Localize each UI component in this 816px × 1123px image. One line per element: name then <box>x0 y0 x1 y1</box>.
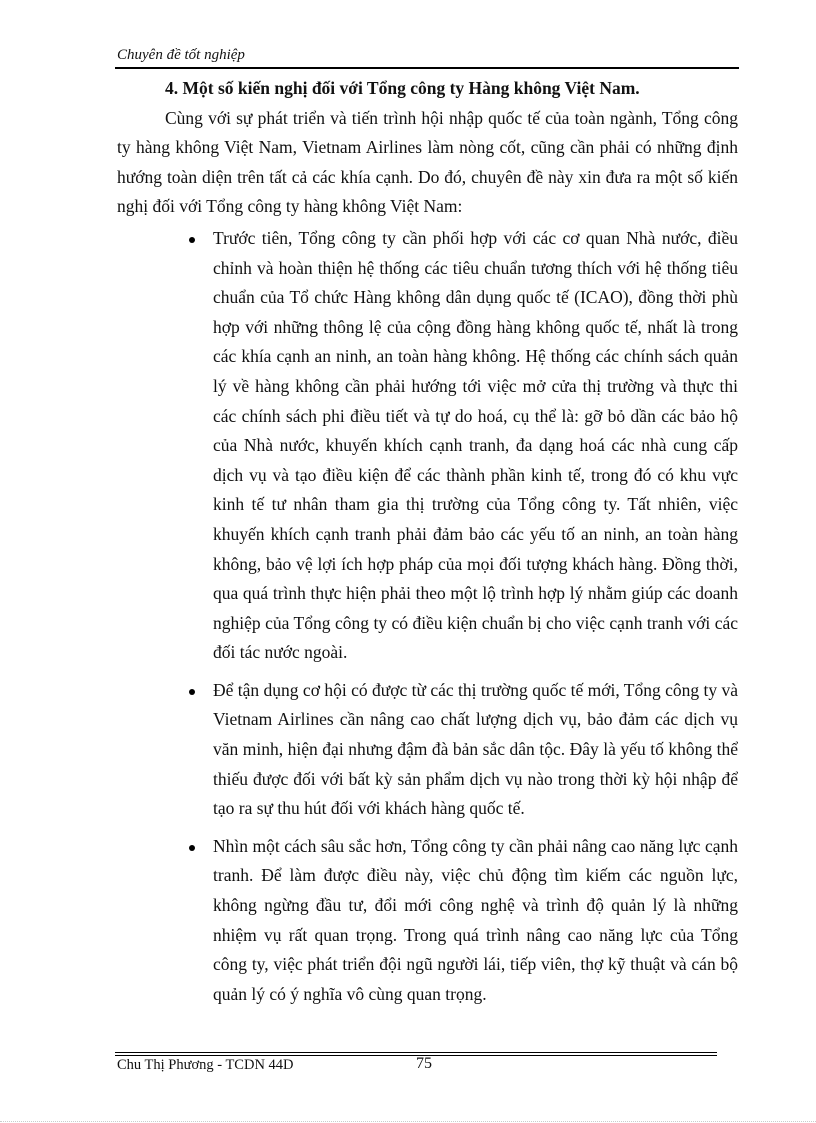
footer-divider <box>115 1052 717 1053</box>
recommendation-list <box>117 224 738 1009</box>
page-bottom-edge <box>0 1121 816 1122</box>
list-item-text: Trước tiên, Tổng công ty cần phối hợp với các cơ quan Nhà nước, điều chỉnh và hoàn thiện hệ thống các tiêu chuẩn tương thích với hệ thống tiêu chuẩn của Tổ chức Hàng không dân dụng quốc tế (ICAO), đồng thời phù hợp với những thông lệ của cộng đồng hàng không quốc tế, nhất là trong các khía cạnh an ninh, an toàn hàng không. Hệ thống các chính sách quản lý về hàng không cần phải hướng tới việc mở cửa thị trường và thực thi các chính sách phi điều tiết và tự do hoá, cụ thể là: gỡ bỏ dần các bảo hộ của Nhà nước, khuyến khích cạnh tranh, đa dạng hoá các nhà cung cấp dịch vụ và tạo điều kiện để các thành phần kinh tế, trong đó có khu vực kinh tế tư nhân tham gia thị trường của Tổng công ty. Tất nhiên, việc khuyến khích cạnh tranh phải đảm bảo các yếu tố an ninh, an toàn hàng không, bảo vệ lợi ích hợp pháp của mọi đối tượng khách hàng. Đồng thời, qua quá trình thực hiện phải theo một lộ trình hợp lý nhằm giúp các doanh nghiệp của Tổng công ty có điều kiện chuẩn bị cho việc cạnh tranh với các đối tác nước ngoài. <box>213 227 738 663</box>
section-heading: 4. Một số kiến nghị đối với Tổng công ty Hàng không Việt Nam. <box>165 78 640 98</box>
footer-author: Chu Thị Phương - TCDN 44D <box>117 1057 294 1073</box>
intro-paragraph: Cùng với sự phát triển và tiến trình hội nhập quốc tế của toàn ngành, Tổng công ty hàng không Việt Nam, Vietnam Airlines làm nòng cốt, cũng cần phải có những định hướng toàn diện trên tất cả các khía cạnh. Do đó, chuyên đề này xin đưa ra một số kiến nghị đối với Tổng công ty hàng không Việt Nam: <box>117 107 738 217</box>
list-item <box>213 832 738 1010</box>
bullet-icon <box>189 237 195 243</box>
header-divider <box>115 67 739 69</box>
list-item <box>213 224 738 668</box>
page-number: 75 <box>416 1055 432 1072</box>
running-header-title: Chuyên đề tốt nghiệp <box>117 47 245 63</box>
bullet-icon <box>189 845 195 851</box>
list-item <box>213 676 738 824</box>
list-item-text: Nhìn một cách sâu sắc hơn, Tổng công ty cần phải nâng cao năng lực cạnh tranh. Để làm được điều này, việc chủ động tìm kiếm các nguồn lực, không ngừng đầu tư, đổi mới công nghệ và trình độ quản lý là những nhiệm vụ rất quan trọng. Trong quá trình nâng cao năng lực của Tổng công ty, việc phát triển đội ngũ người lái, tiếp viên, thợ kỹ thuật và cán bộ quản lý có ý nghĩa vô cùng quan trọng. <box>213 835 738 1004</box>
bullet-icon <box>189 689 195 695</box>
page-body <box>117 74 738 1017</box>
list-item-text: Để tận dụng cơ hội có được từ các thị trường quốc tế mới, Tổng công ty và Vietnam Airlines cần nâng cao chất lượng dịch vụ, bảo đảm các dịch vụ văn minh, hiện đại nhưng đậm đà bản sắc dân tộc. Đây là yếu tố không thể thiếu được đối với bất kỳ sản phẩm dịch vụ nào trong thời kỳ hội nhập để tạo ra sự thu hút đối với khách hàng quốc tế. <box>213 679 738 819</box>
